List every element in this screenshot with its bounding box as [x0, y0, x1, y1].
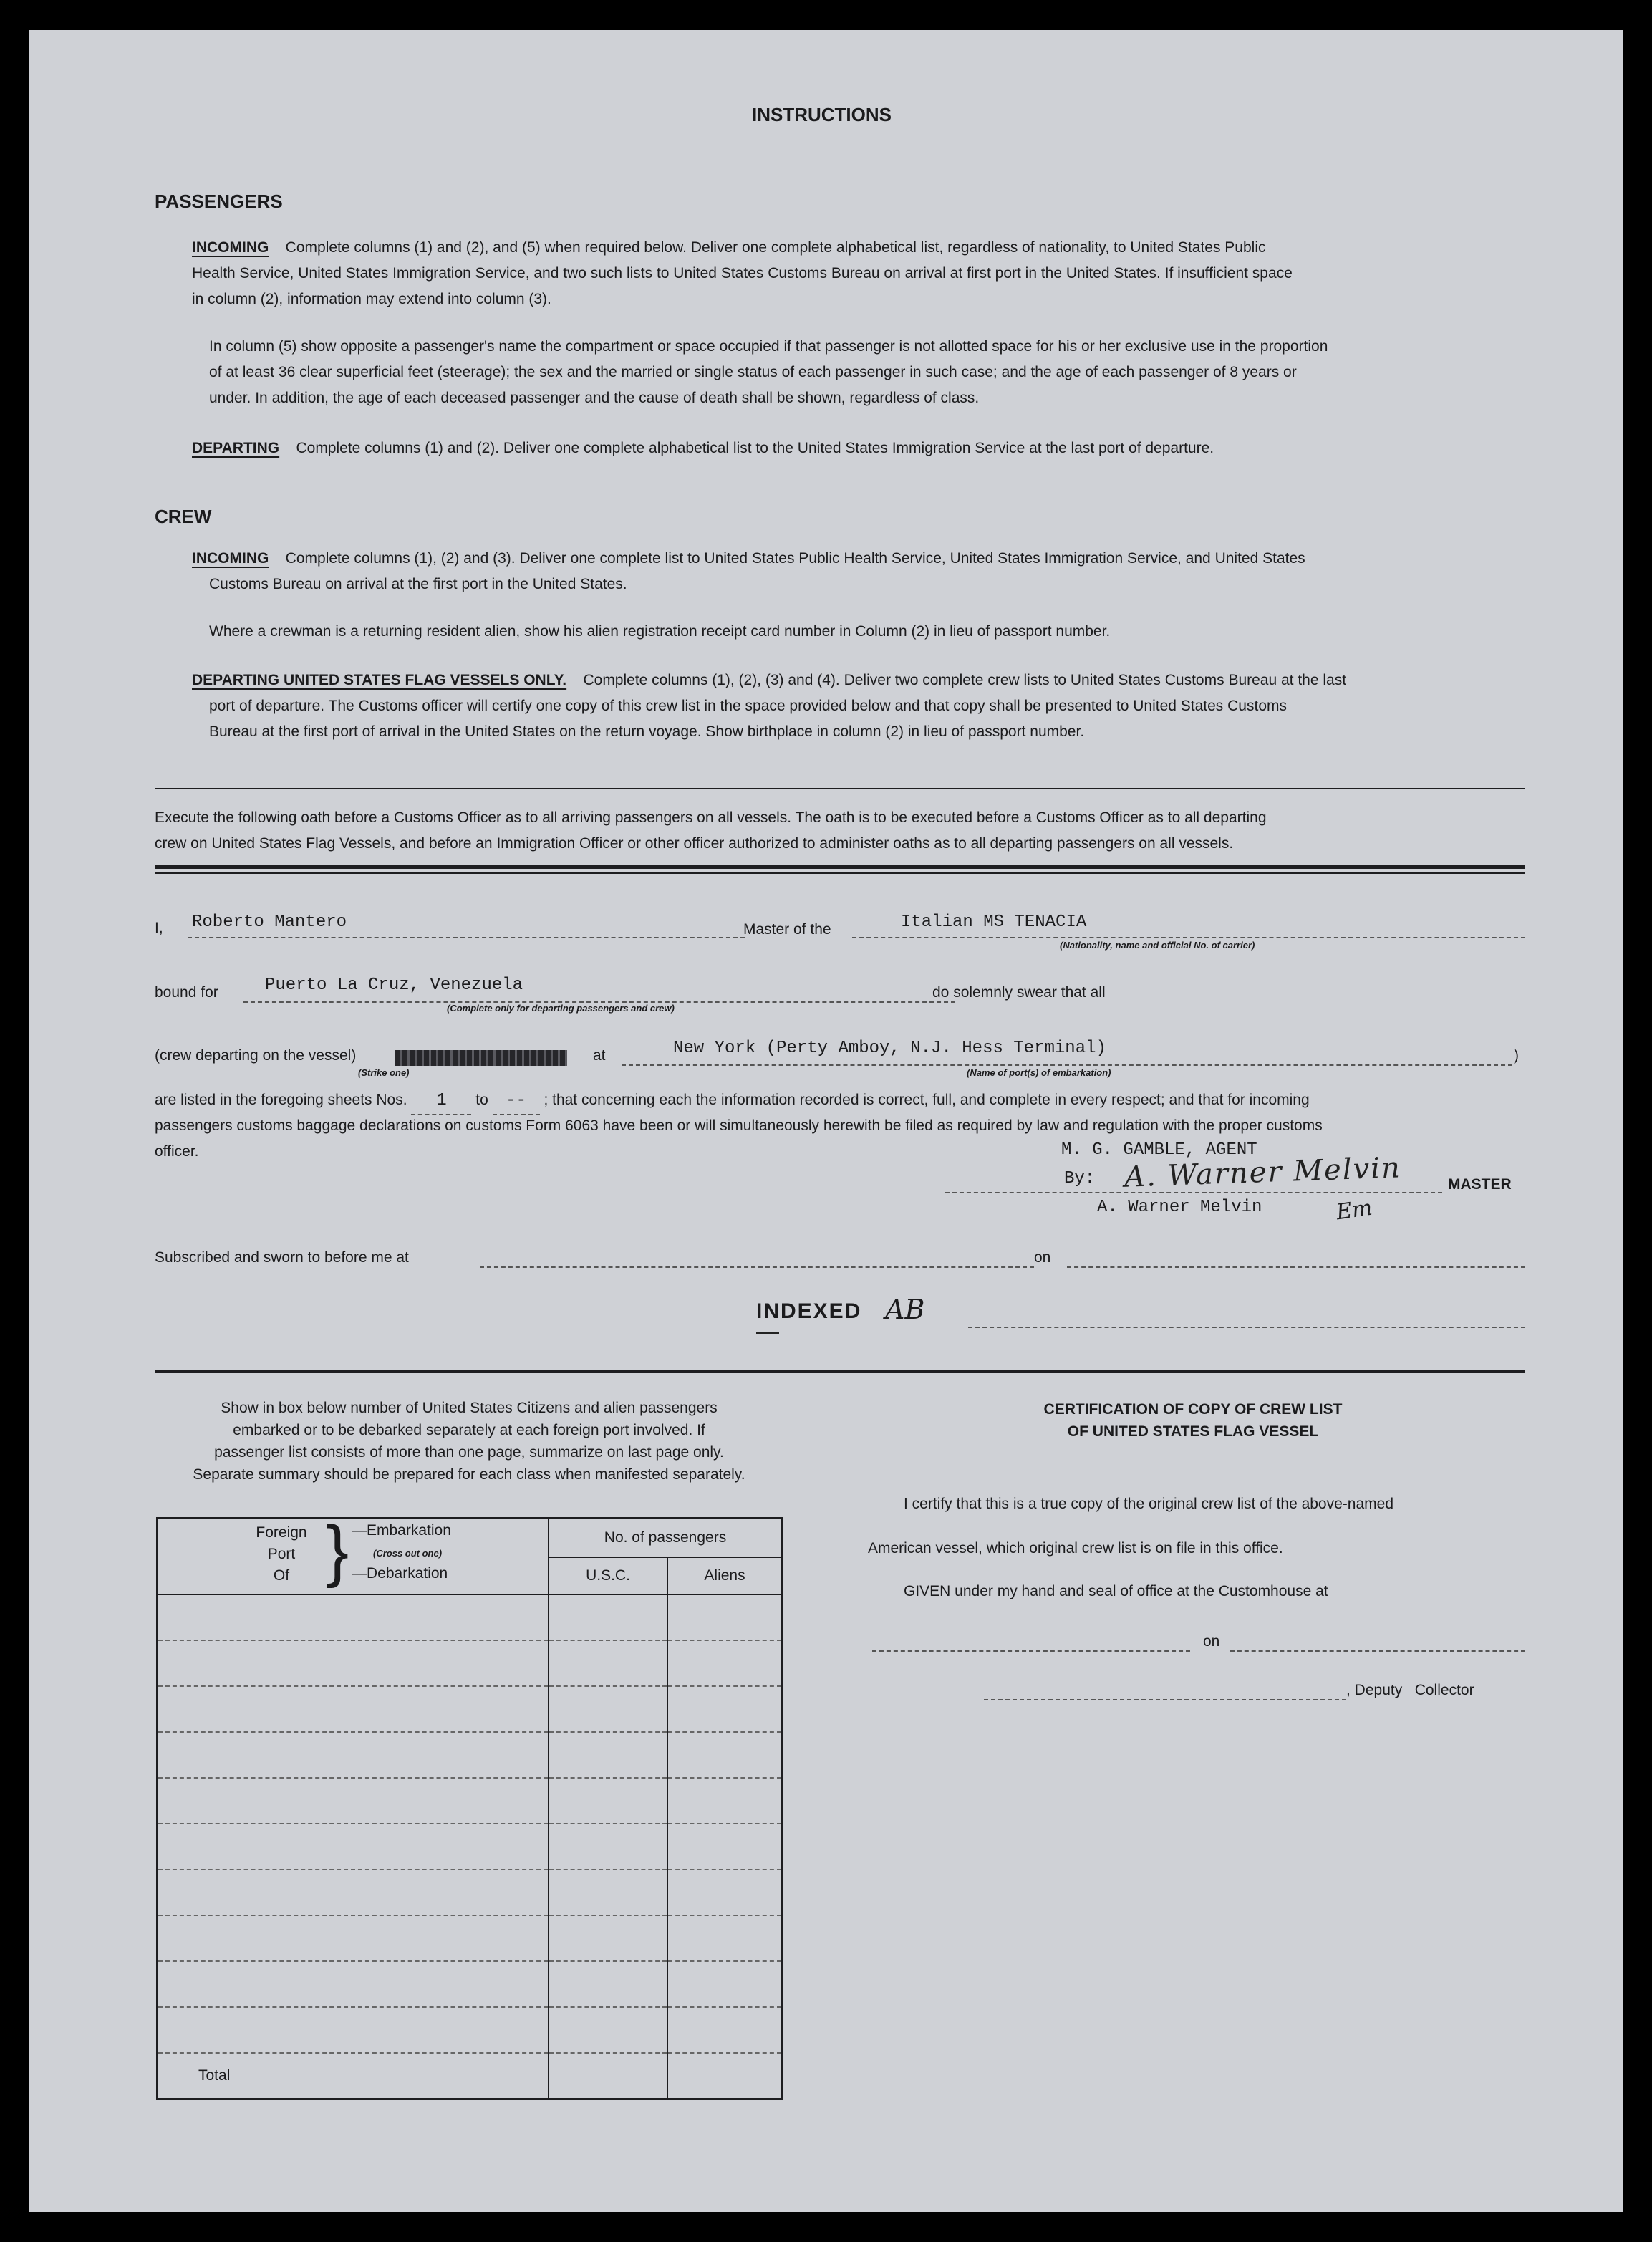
port-label: Port	[267, 1546, 296, 1562]
passengers-col5-block	[209, 334, 1525, 411]
passengers-col5-text-2: of at least 36 clear superficial feet (steerage); the sex and the married or single status of each passenger in such case; and the age of each passenger of 8 years or	[209, 364, 1297, 380]
document-page	[29, 30, 1623, 2212]
oath-i-label: I,	[155, 920, 163, 936]
passengers-col5-text-1: In column (5) show opposite a passenger's name the compartment or space occupied if that passenger is not allotted space for his or her exclusive use in the proportion	[209, 338, 1328, 355]
crew-departing-block	[192, 668, 1525, 745]
cross-out-note: (Cross out one)	[373, 1548, 443, 1559]
of-label: Of	[273, 1567, 290, 1584]
passengers-incoming-label: INCOMING	[192, 239, 269, 256]
crew-departing-label: DEPARTING UNITED STATES FLAG VESSELS ONLY.	[192, 672, 567, 688]
no-passengers-label: No. of passengers	[549, 1519, 781, 1558]
signer-initials: Em	[1334, 1195, 1374, 1226]
indexed-mark: AB	[885, 1294, 925, 1325]
on-label: on	[1034, 1249, 1051, 1266]
no-passengers-header	[549, 1519, 783, 1595]
port-value: New York (Perty Amboy, N.J. Hess Terminal)	[673, 1039, 1106, 1058]
foreign-port-header	[158, 1512, 549, 1595]
foreign-label: Foreign	[256, 1524, 307, 1541]
bound-for-label: bound for	[155, 984, 218, 1001]
destination-value: Puerto La Cruz, Venezuela	[265, 976, 523, 995]
sheet-to-value: --	[493, 1088, 540, 1115]
passengers-departing-text: Complete columns (1) and (2). Deliver one complete alphabetical list to the United States Immigration Service at the last port of departure.	[296, 440, 1214, 456]
table-row	[158, 2007, 783, 2053]
summary-intro-3: passenger list consists of more than one page, summarize on last page only.	[214, 1444, 724, 1461]
oath-line-2: passengers customs baggage declarations on customs Form 6063 have been or will simultaneously herewith be filed as required by law and regulation with the proper customs	[155, 1117, 1323, 1134]
section-divider	[155, 1370, 1525, 1373]
crew-incoming-text-1: Complete columns (1), (2) and (3). Deliver one complete list to United States Public Health Service, United States Immigration Service, and United States	[285, 550, 1305, 567]
sheets-rest: ; that concerning each the information recorded is correct, full, and complete in every respect; and that for incoming	[544, 1092, 1310, 1108]
struck-out-text	[395, 1050, 567, 1066]
subscribed-place-line	[480, 1266, 1034, 1268]
passengers-incoming-text-3: in column (2), information may extend into column (3).	[192, 291, 551, 307]
crew-incoming-text-2: Customs Bureau on arrival at the first port in the United States.	[209, 576, 627, 592]
passengers-departing-block	[192, 436, 1525, 461]
page-title: INSTRUCTIONS	[752, 104, 892, 125]
total-row	[158, 2053, 783, 2099]
oath-instructions	[155, 805, 1525, 857]
swear-label: do solemnly swear that all	[932, 984, 1106, 1001]
crew-departing-text-2: port of departure. The Customs officer will certify one copy of this crew list in the space provided below and that copy shall be presented to United States Customs	[209, 698, 1287, 714]
to-label: to	[475, 1092, 488, 1108]
deputy-signature-line	[984, 1699, 1346, 1700]
indexed-line	[968, 1327, 1525, 1328]
master-label: MASTER	[1448, 1176, 1512, 1193]
oath-line-3: officer.	[155, 1143, 199, 1160]
subscribed-label: Subscribed and sworn to before me at	[155, 1249, 409, 1266]
usc-header: U.S.C.	[549, 1558, 668, 1594]
passenger-summary-table	[156, 1512, 783, 2100]
deputy-collector-label: , Deputy Collector	[1346, 1682, 1474, 1698]
foreign-port-of	[238, 1522, 324, 1587]
sheets-label: are listed in the foregoing sheets Nos.	[155, 1092, 407, 1108]
table-row	[158, 1961, 783, 2007]
embarkation-label: —Embarkation	[352, 1522, 451, 1539]
certification-date-line	[1230, 1650, 1525, 1652]
indexed-stamp: INDEXED	[756, 1299, 862, 1323]
thin-divider	[155, 872, 1525, 874]
port-line	[622, 1064, 1512, 1066]
sheets-line	[155, 1087, 1310, 1115]
table-row	[158, 1870, 783, 1915]
sheet-from-value: 1	[411, 1088, 471, 1115]
vessel-value: Italian MS TENACIA	[901, 913, 1087, 932]
brace-icon: }	[326, 1512, 349, 1589]
table-row	[158, 1732, 783, 1778]
table-row	[158, 1686, 783, 1732]
certification-title	[871, 1398, 1515, 1443]
crew-departing-text-1: Complete columns (1), (2), (3) and (4). Deliver two complete crew lists to United States Customs Bureau at the last	[583, 672, 1347, 688]
crew-resident-text: Where a crewman is a returning resident alien, show his alien registration receipt card number in Column (2) in lieu of passport number.	[209, 623, 1111, 640]
at-label: at	[593, 1047, 606, 1064]
table-row	[158, 1824, 783, 1870]
passengers-incoming-block	[192, 235, 1525, 312]
aliens-header: Aliens	[704, 1567, 745, 1584]
table-row	[158, 1640, 783, 1686]
crew-incoming-label: INCOMING	[192, 550, 269, 567]
close-paren: )	[1514, 1047, 1519, 1064]
summary-table-header	[158, 1519, 783, 1595]
passengers-incoming-text-1: Complete columns (1) and (2), and (5) when required below. Deliver one complete alphabetical list, regardless of nationality, to United States Public	[285, 239, 1266, 256]
master-name-line	[188, 937, 745, 938]
master-name-value: Roberto Mantero	[192, 913, 347, 932]
oath-instructions-text-1: Execute the following oath before a Customs Officer as to all arriving passengers on all vessels. The oath is to be executed before a Customs Officer as to all departing	[155, 809, 1267, 826]
strike-note: (Strike one)	[358, 1067, 410, 1078]
bound-note: (Complete only for departing passengers and crew)	[447, 1003, 675, 1014]
signer-name: A. Warner Melvin	[1097, 1198, 1262, 1217]
certification-text-3: GIVEN under my hand and seal of office at the Customhouse at	[904, 1583, 1328, 1599]
crew-departing-label: (crew departing on the vessel)	[155, 1047, 357, 1064]
table-row	[158, 1778, 783, 1824]
debarkation-label: —Debarkation	[352, 1565, 448, 1582]
summary-intro-4: Separate summary should be prepared for each class when manifested separately.	[193, 1466, 745, 1483]
vessel-line	[852, 937, 1525, 938]
table-row	[158, 1594, 783, 1640]
summary-intro-2: embarked or to be debarked separately at each foreign port involved. If	[233, 1422, 705, 1438]
summary-intro	[155, 1397, 783, 1486]
certification-title-2: OF UNITED STATES FLAG VESSEL	[1067, 1423, 1319, 1440]
indexed-underline	[756, 1332, 779, 1334]
certification-text-2: American vessel, which original crew list is on file in this office.	[868, 1540, 1283, 1557]
port-note: (Name of port(s) of embarkation)	[967, 1067, 1111, 1078]
passengers-heading: PASSENGERS	[155, 191, 283, 212]
master-of-label: Master of the	[743, 921, 831, 938]
agent-name: M. G. GAMBLE, AGENT	[1061, 1140, 1257, 1160]
table-row	[158, 1915, 783, 1961]
customhouse-line	[872, 1650, 1190, 1652]
oath-instructions-text-2: crew on United States Flag Vessels, and before an Immigration Officer or other officer authorized to administer oaths as to all departing passengers on all vessels.	[155, 835, 1234, 852]
passengers-departing-label: DEPARTING	[192, 440, 280, 456]
summary-intro-1: Show in box below number of United States Citizens and alien passengers	[221, 1400, 718, 1416]
certification-on-label: on	[1203, 1633, 1220, 1650]
passengers-col5-text-3: under. In addition, the age of each deceased passenger and the cause of death shall be shown, regardless of class.	[209, 390, 980, 406]
by-label: By:	[1064, 1169, 1096, 1188]
certification-title-1: CERTIFICATION OF COPY OF CREW LIST	[1043, 1401, 1343, 1418]
signature-line	[945, 1192, 1442, 1193]
total-label: Total	[158, 2053, 549, 2099]
vessel-note: (Nationality, name and official No. of carrier)	[1060, 940, 1255, 951]
crew-departing-text-3: Bureau at the first port of arrival in the United States on the return voyage. Show birthplace in column (2) in lieu of passport number.	[209, 723, 1085, 740]
thick-divider	[155, 865, 1525, 869]
crew-heading: CREW	[155, 506, 212, 527]
subscribed-date-line	[1067, 1266, 1525, 1268]
passengers-incoming-text-2: Health Service, United States Immigration Service, and two such lists to United States Customs Bureau on arrival at first port in the United States. If insufficient space	[192, 265, 1293, 282]
signature: A. Warner Melvin	[1124, 1151, 1402, 1194]
crew-incoming-block	[192, 546, 1525, 597]
divider-line	[155, 788, 1525, 789]
certification-text-1: I certify that this is a true copy of the original crew list of the above-named	[904, 1496, 1393, 1512]
